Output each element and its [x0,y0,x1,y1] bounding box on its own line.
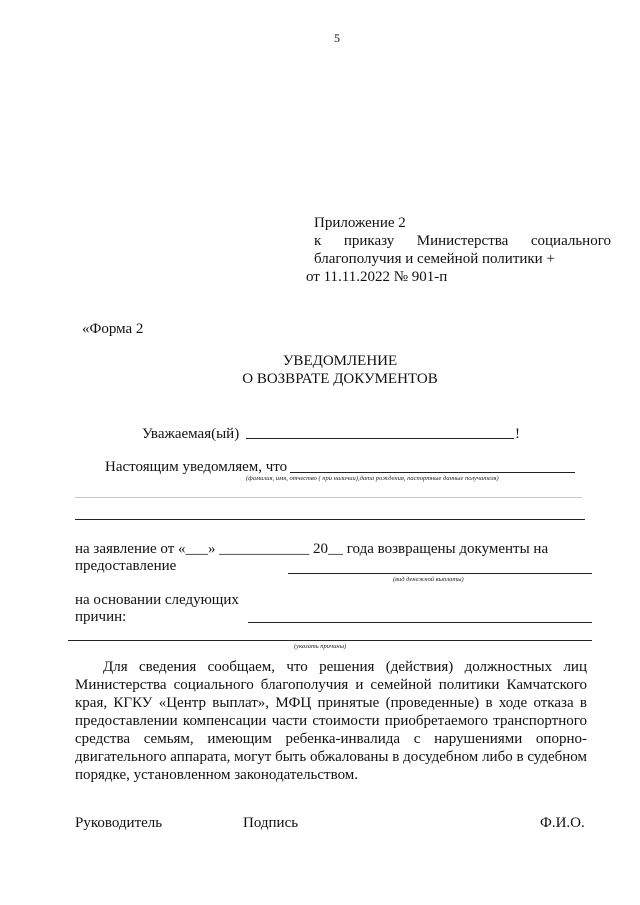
notify-text: Настоящим уведомляем, что [105,459,288,475]
recipient-name-field[interactable] [246,438,514,439]
page-number: 5 [334,31,340,45]
form-label: «Форма 2 [82,321,144,337]
appendix-block [306,214,611,286]
info-paragraph [75,658,587,784]
title-line-2: О ВОЗВРАТЕ ДОКУМЕНТОВ [242,371,438,387]
recipient-details-field[interactable] [290,472,575,473]
signature-head-label: Руководитель [75,815,163,831]
info-line: двигательного аппарата, могут быть обжалованы в досудебном либо в судебном [75,749,587,765]
document-title [0,352,640,388]
reason-hint: (указать причины) [294,643,347,650]
reason-line-1: на основании следующих [75,592,239,608]
application-line-2: предоставление [75,558,177,574]
payment-type-field[interactable] [288,573,592,574]
info-line: Для сведения сообщаем, что решения (действия) должностных лиц [103,659,587,675]
greeting-prefix: Уважаемая(ый) [142,426,240,442]
appendix-title: Приложение 2 [314,215,406,231]
info-line: средства семьям, имеющим ребенка-инвалида с нарушениями опорно- [75,731,587,747]
info-line: края, КГКУ «Центр выплат», МФЦ принятые (проведенные) в ходе отказа в [75,695,587,711]
faint-separator [75,497,582,498]
appendix-ministry-line: благополучия и семейной политики + [314,251,555,267]
title-line-1: УВЕДОМЛЕНИЕ [282,353,398,369]
application-line-1: на заявление от «___» ____________ 20__ года возвращены документы на [75,541,549,557]
info-line: порядке, установленном законодательством. [75,767,359,783]
recipient-details-hint: (фамилия, имя, отчество ( при наличии),дата рождения, паспортные данные получателя) [246,475,499,482]
info-line: предоставлении компенсации части стоимости приобретаемого транспортного [75,713,587,729]
greeting-exclamation: ! [515,426,520,442]
signature-sign-label: Подпись [243,815,299,831]
reason-field[interactable] [248,622,592,623]
info-line: Министерства социального благополучия и семейной политики Камчатского [75,677,587,693]
appendix-date-line: от 11.11.2022 № 901-п [306,269,448,285]
reason-line-2: причин: [75,609,127,625]
payment-type-hint: (вид денежной выплаты) [393,576,464,583]
reason-continuation-field[interactable] [68,640,592,641]
recipient-details-continuation-field[interactable] [75,519,585,520]
signature-name-label: Ф.И.О. [540,815,585,831]
appendix-order-line: к приказу Министерства социального [314,233,611,249]
